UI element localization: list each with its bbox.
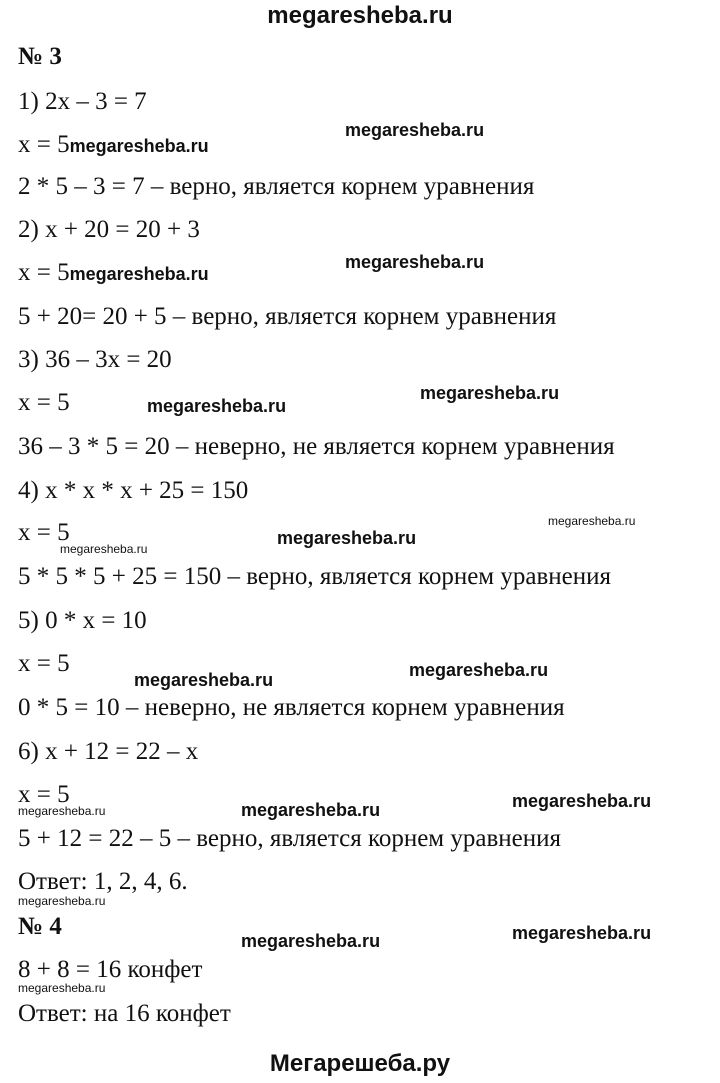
watermark: megaresheba.ru	[69, 264, 209, 284]
watermark: megaresheba.ru	[420, 383, 560, 403]
task-3-line: 1) 2x – 3 = 7	[18, 88, 147, 115]
watermark: megaresheba.ru	[18, 981, 106, 995]
task-3-line: 4) x * x * x + 25 = 150	[18, 477, 249, 504]
watermark: megaresheba.ru	[69, 136, 209, 156]
task-3-line: 2 * 5 – 3 = 7 – верно, является корнем уравнения	[18, 173, 535, 200]
watermark: megaresheba.ru	[548, 514, 636, 528]
task-3-line: 3) 36 – 3x = 20	[18, 346, 172, 373]
task-3-line	[18, 258, 209, 289]
task-3-line: x = 5	[18, 389, 70, 416]
watermark: megaresheba.ru	[512, 923, 652, 943]
watermark: megaresheba.ru	[134, 670, 274, 690]
task-3-heading: № 3	[18, 43, 62, 70]
task-3-line: x = 5	[18, 650, 70, 677]
site-header[interactable]: megaresheba.ru	[267, 2, 453, 29]
watermark: megaresheba.ru	[512, 791, 652, 811]
watermark: megaresheba.ru	[345, 252, 485, 272]
task-3-line-text: x = 5	[18, 131, 70, 158]
watermark: megaresheba.ru	[18, 804, 106, 818]
task-4-answer: Ответ: на 16 конфет	[18, 1000, 231, 1027]
watermark: megaresheba.ru	[241, 800, 381, 820]
task-3-line: x = 5	[18, 781, 70, 808]
task-3-line: x = 5	[18, 519, 70, 546]
task-4-line: 8 + 8 = 16 конфет	[18, 956, 203, 983]
task-3-line: 5 * 5 * 5 + 25 = 150 – верно, является корнем уравнения	[18, 563, 612, 590]
watermark: megaresheba.ru	[345, 120, 485, 140]
task-3-line: 36 – 3 * 5 = 20 – неверно, не является корнем уравнения	[18, 433, 615, 460]
task-3-line: 2) x + 20 = 20 + 3	[18, 216, 200, 243]
task-4-heading: № 4	[18, 913, 62, 940]
site-footer[interactable]: Мегарешеба.ру	[269, 1050, 451, 1077]
watermark: megaresheba.ru	[241, 931, 381, 951]
task-3-line	[18, 130, 209, 161]
watermark: megaresheba.ru	[60, 542, 148, 556]
task-3-line: 6) x + 12 = 22 – x	[18, 738, 199, 765]
watermark: megaresheba.ru	[18, 894, 106, 908]
task-3-line: 5) 0 * x = 10	[18, 607, 147, 634]
watermark: megaresheba.ru	[277, 528, 417, 548]
task-3-line-text: x = 5	[18, 259, 70, 286]
task-3-answer: Ответ: 1, 2, 4, 6.	[18, 868, 188, 895]
task-3-line: 5 + 20= 20 + 5 – верно, является корнем уравнения	[18, 303, 557, 330]
watermark: megaresheba.ru	[147, 396, 287, 416]
task-3-line: 0 * 5 = 10 – неверно, не является корнем уравнения	[18, 694, 565, 721]
task-3-line: 5 + 12 = 22 – 5 – верно, является корнем уравнения	[18, 825, 562, 852]
watermark: megaresheba.ru	[409, 660, 549, 680]
